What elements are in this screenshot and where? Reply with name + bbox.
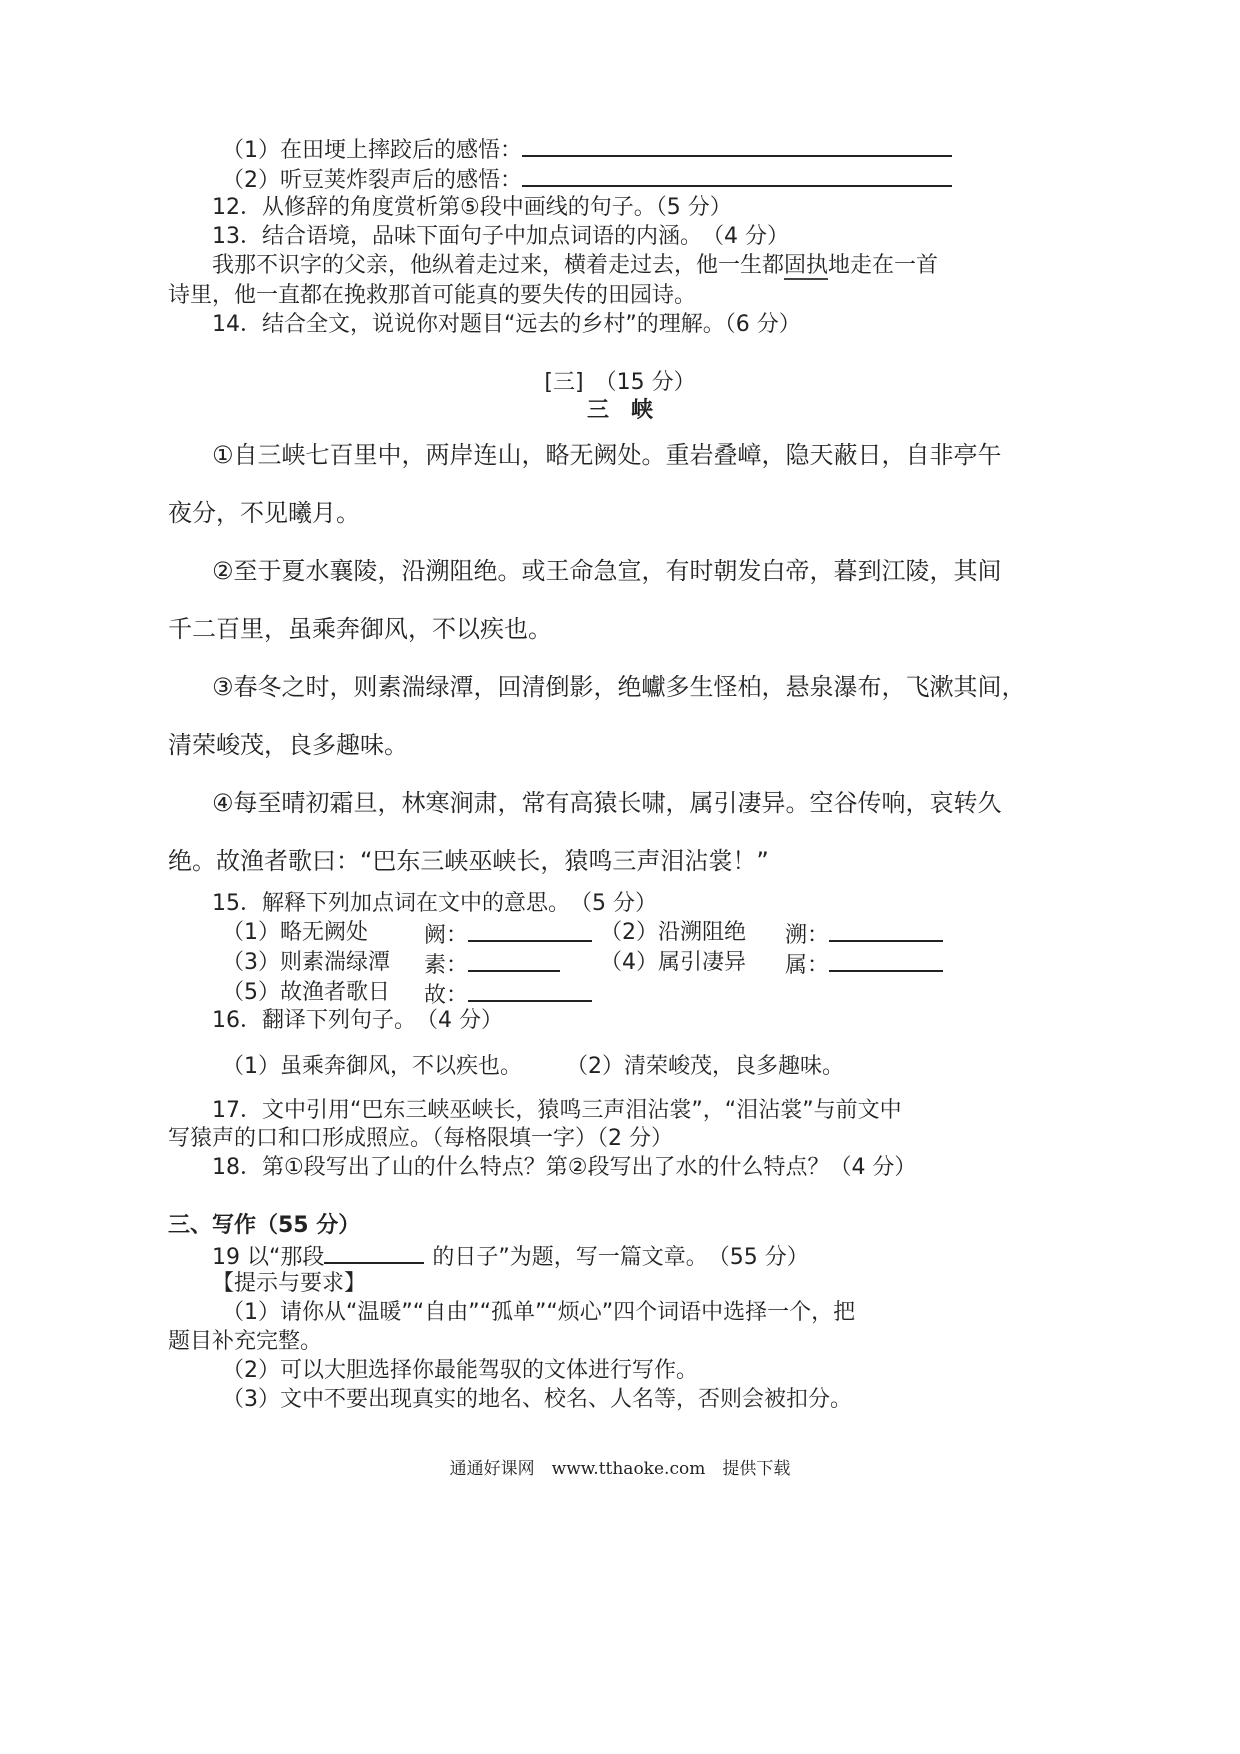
tip2: （2）可以大胆选择你最能驾驭的文体进行写作。: [222, 1358, 698, 1383]
q12: 12．从修辞的角度赏析第⑤段中画线的句子。（5 分）: [212, 195, 732, 220]
page-footer: 通通好课网 www.tthaoke.com 提供下载: [449, 1459, 791, 1479]
q15-item2: [600, 918, 746, 948]
passage-title: 三 峡: [586, 398, 653, 423]
answer-blank[interactable]: [468, 978, 592, 1002]
q14: 14．结合全文，说说你对题目“远去的乡村”的理解。（6 分）: [212, 312, 801, 337]
q15-item-text: （1）略无阙处: [222, 920, 368, 945]
passage-p2-line1: ②至于夏水襄陵，沿溯阻绝。或王命急宣，有时朝发白帝，暮到江陵，其间: [212, 557, 1002, 585]
tips-header: 【提示与要求】: [212, 1271, 367, 1296]
q15-item2-answer: [785, 918, 943, 951]
q15-word: 阙：: [424, 923, 469, 948]
passage-p2-line2: 千二百里，虽乘奔御风，不以疾也。: [168, 615, 552, 643]
title-blank[interactable]: [324, 1240, 424, 1264]
q15-item5: [222, 978, 390, 1008]
answer-blank[interactable]: [468, 918, 592, 942]
q11-item2-label: （2）听豆荚炸裂声后的感悟：: [222, 168, 522, 193]
q17-line1: 17．文中引用“巴东三峡巫峡长，猿鸣三声泪沾裳”，“泪沾裳”与前文中: [212, 1098, 902, 1123]
tip3: （3）文中不要出现真实的地名、校名、人名等，否则会被扣分。: [222, 1387, 852, 1412]
q11-item2: [222, 163, 952, 196]
answer-blank[interactable]: [522, 163, 952, 187]
q15-item-text: （2）沿溯阻绝: [600, 920, 746, 945]
q19-text: 19 以“那段: [212, 1245, 325, 1270]
section-header: [三] （15 分）: [544, 370, 696, 395]
q11-item1: [222, 133, 952, 166]
tip1-line2: 题目补充完整。: [168, 1329, 323, 1354]
answer-blank[interactable]: [829, 918, 943, 942]
q15-item4-answer: [785, 948, 943, 981]
tip1-line1: （1）请你从“温暖”“自由”“孤单”“烦心”四个词语中选择一个，把: [222, 1300, 856, 1325]
q15-item-text: （4）属引凄异: [600, 950, 746, 975]
q13-quote-line2: 诗里，他一直都在挽救那首可能真的要失传的田园诗。: [168, 283, 697, 308]
q13-quote-line1: [212, 251, 938, 281]
q15-word: 故：: [424, 983, 469, 1008]
q15-item1: [222, 918, 368, 948]
q15-word: 溯：: [785, 923, 830, 948]
q16-sentence2: （2）清荣峻茂，良多趣味。: [566, 1054, 844, 1079]
q18: 18．第①段写出了山的什么特点？第②段写出了水的什么特点？（4 分）: [212, 1155, 917, 1180]
q13-prompt: 13．结合语境，品味下面句子中加点词语的内涵。 （4 分）: [212, 224, 789, 249]
q11-item1-label: （1）在田埂上摔跤后的感悟：: [222, 138, 522, 163]
q15-item-text: （5）故渔者歌日: [222, 980, 390, 1005]
q17-line2: 写猿声的口和口形成照应。（每格限填一字）（2 分）: [168, 1126, 673, 1151]
q15-word: 素：: [424, 953, 469, 978]
q15-item3-answer: [424, 948, 560, 981]
answer-blank[interactable]: [522, 133, 952, 157]
q15-item3: [222, 948, 390, 978]
q19-text: 的日子”为题，写一篇文章。 （55 分）: [432, 1245, 809, 1270]
q16-sentence1: （1）虽乘奔御风，不以疾也。: [222, 1054, 522, 1079]
q15-item-text: （3）则素湍绿潭: [222, 950, 390, 975]
passage-p1-line2: 夜分，不见曦月。: [168, 499, 360, 527]
q15-item4: [600, 948, 746, 978]
writing-header: 三、写作（55 分）: [168, 1213, 361, 1238]
q15-prompt: 15．解释下列加点词在文中的意思。 （5 分）: [212, 891, 657, 916]
passage-p4-line1: ④每至晴初霜旦，林寒涧肃，常有高猿长啸，属引凄异。空谷传响，哀转久: [212, 789, 1002, 817]
q16-prompt: 16．翻译下列句子。 （4 分）: [212, 1008, 503, 1033]
passage-p1-line1: ①自三峡七百里中，两岸连山，略无阙处。重岩叠嶂，隐天蔽日，自非亭午: [212, 441, 1002, 469]
q13-quote-text: 地走在一首: [828, 253, 939, 278]
passage-p4-line2: 绝。故渔者歌曰：“巴东三峡巫峡长，猿鸣三声泪沾裳！”: [168, 847, 769, 875]
answer-blank[interactable]: [829, 948, 943, 972]
answer-blank[interactable]: [468, 948, 560, 972]
passage-p3-line2: 清荣峻茂，良多趣味。: [168, 731, 408, 759]
q15-item1-answer: [424, 918, 592, 951]
q13-marked-word: 固执: [784, 253, 829, 278]
q13-quote-text: 我那不识字的父亲，他纵着走过来，横着走过去，他一生都: [212, 253, 785, 278]
q15-word: 属：: [785, 953, 830, 978]
passage-p3-line1: ③春冬之时，则素湍绿潭，回清倒影，绝巘多生怪柏，悬泉瀑布，飞漱其间，: [212, 673, 1026, 701]
